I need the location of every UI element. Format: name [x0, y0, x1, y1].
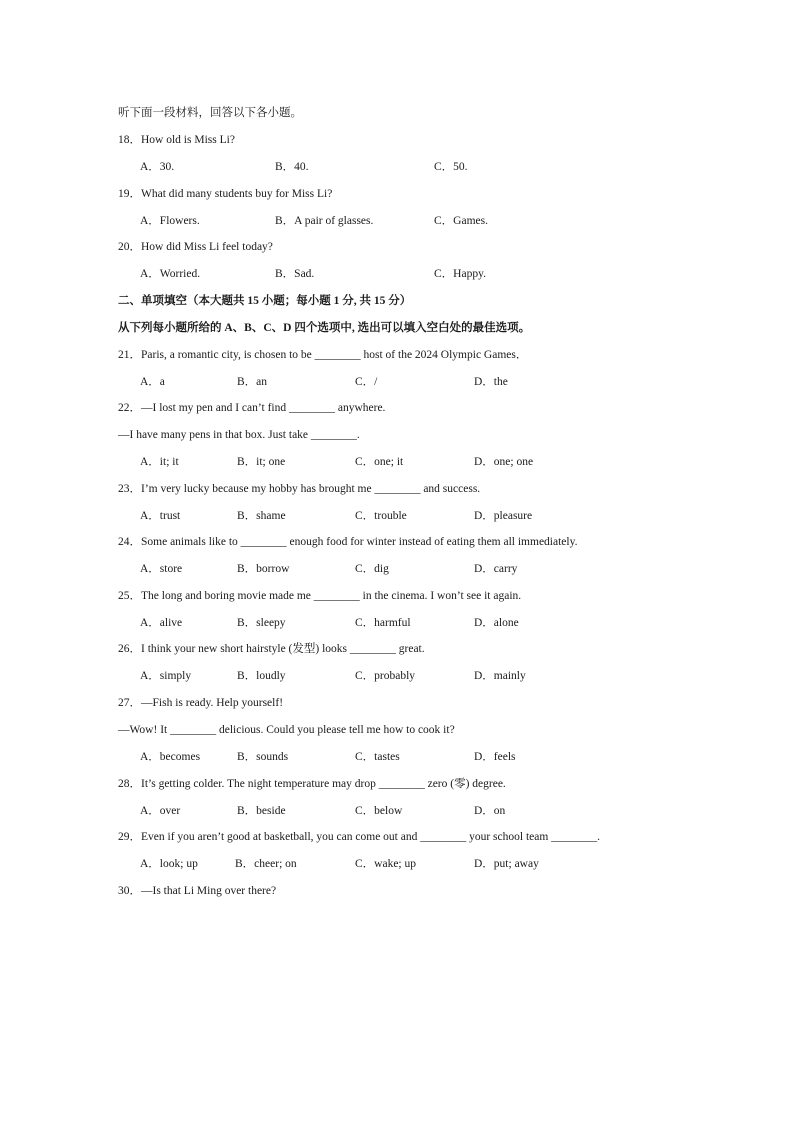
option-b: B．sleepy [237, 617, 286, 629]
question-26-options [140, 669, 740, 683]
option-c: C．trouble [355, 510, 407, 522]
option-d: D．pleasure [474, 510, 533, 522]
option-b: B．loudly [237, 670, 286, 682]
option-b: B．A pair of glasses. [275, 215, 374, 227]
option-c: C．50. [434, 161, 468, 173]
question-18-options [140, 160, 740, 174]
question-24-stem: 24．Some animals like to ________ enough food for winter instead of eating them all immediately. [118, 536, 578, 548]
option-c: C．dig [355, 563, 389, 575]
question-29-stem: 29．Even if you aren’t good at basketball, you can come out and ________ your school team ________. [118, 831, 601, 843]
option-c: C．harmful [355, 617, 411, 629]
question-27-stem-reply: —Wow! It ________ delicious. Could you please tell me how to cook it? [118, 724, 455, 736]
question-28-stem: 28．It’s getting colder. The night temperature may drop ________ zero (零) degree. [118, 778, 506, 790]
question-29-options [140, 857, 740, 871]
option-a: A．simply [140, 670, 192, 682]
question-22-stem: 22．—I lost my pen and I can’t find ________ anywhere. [118, 402, 386, 414]
option-a: A．look; up [140, 858, 198, 870]
question-27-options [140, 750, 740, 764]
question-21-stem: 21．Paris, a romantic city, is chosen to be ________ host of the 2024 Olympic Games． [118, 349, 528, 361]
option-d: D．feels [474, 751, 516, 763]
option-b: B．borrow [237, 563, 290, 575]
question-26-stem: 26．I think your new short hairstyle (发型) looks ________ great. [118, 643, 425, 655]
option-b: B．Sad. [275, 268, 315, 280]
listening-intro: 听下面一段材料，回答以下各小题。 [118, 107, 302, 119]
option-a: A．trust [140, 510, 181, 522]
question-20-options [140, 267, 740, 281]
option-c: C．tastes [355, 751, 400, 763]
option-d: D．alone [474, 617, 519, 629]
option-d: D．the [474, 376, 508, 388]
section-title: 二、单项填空（本大题共 15 小题；每小题 1 分, 共 15 分） [118, 295, 412, 307]
option-a: A．it; it [140, 456, 179, 468]
option-c: C．Happy. [434, 268, 486, 280]
option-d: D．mainly [474, 670, 526, 682]
option-b: B．it; one [237, 456, 286, 468]
question-18-stem: 18．How old is Miss Li? [118, 134, 235, 146]
option-b: B．sounds [237, 751, 289, 763]
option-a: A．Worried. [140, 268, 201, 280]
option-c: C．one; it [355, 456, 404, 468]
option-d: D．put; away [474, 858, 539, 870]
question-30-stem: 30．—Is that Li Ming over there? [118, 885, 277, 897]
question-19-options [140, 214, 740, 228]
option-a: A．becomes [140, 751, 201, 763]
option-a: A．a [140, 376, 165, 388]
option-b: B．an [237, 376, 268, 388]
option-b: B．40. [275, 161, 309, 173]
question-21-options [140, 375, 740, 389]
question-20-stem: 20．How did Miss Li feel today? [118, 241, 273, 253]
question-23-stem: 23．I’m very lucky because my hobby has brought me ________ and success. [118, 483, 481, 495]
option-a: A．Flowers. [140, 215, 200, 227]
section-instruction: 从下列每小题所给的 A、B、C、D 四个选项中, 选出可以填入空白处的最佳选项。 [118, 322, 531, 334]
question-19-stem: 19．What did many students buy for Miss Li? [118, 188, 333, 200]
option-d: D．one; one [474, 456, 534, 468]
option-d: D．carry [474, 563, 518, 575]
question-24-options [140, 562, 740, 576]
option-a: A．over [140, 805, 181, 817]
question-22-stem-reply: —I have many pens in that box. Just take ________. [118, 429, 360, 441]
question-28-options [140, 804, 740, 818]
question-25-stem: 25．The long and boring movie made me ________ in the cinema. I won’t see it again. [118, 590, 522, 602]
option-c: C．probably [355, 670, 416, 682]
option-d: D．on [474, 805, 506, 817]
option-a: A．30. [140, 161, 175, 173]
question-25-options [140, 616, 740, 630]
option-b: B．shame [237, 510, 286, 522]
option-b: B．cheer; on [235, 858, 297, 870]
question-23-options [140, 509, 740, 523]
question-27-stem: 27．—Fish is ready. Help yourself! [118, 697, 284, 709]
question-22-options [140, 455, 740, 469]
option-a: A．alive [140, 617, 183, 629]
option-c: C．wake; up [355, 858, 417, 870]
option-c: C．below [355, 805, 403, 817]
option-a: A．store [140, 563, 183, 575]
option-b: B．beside [237, 805, 286, 817]
option-c: C．Games. [434, 215, 488, 227]
option-c: C．/ [355, 376, 378, 388]
